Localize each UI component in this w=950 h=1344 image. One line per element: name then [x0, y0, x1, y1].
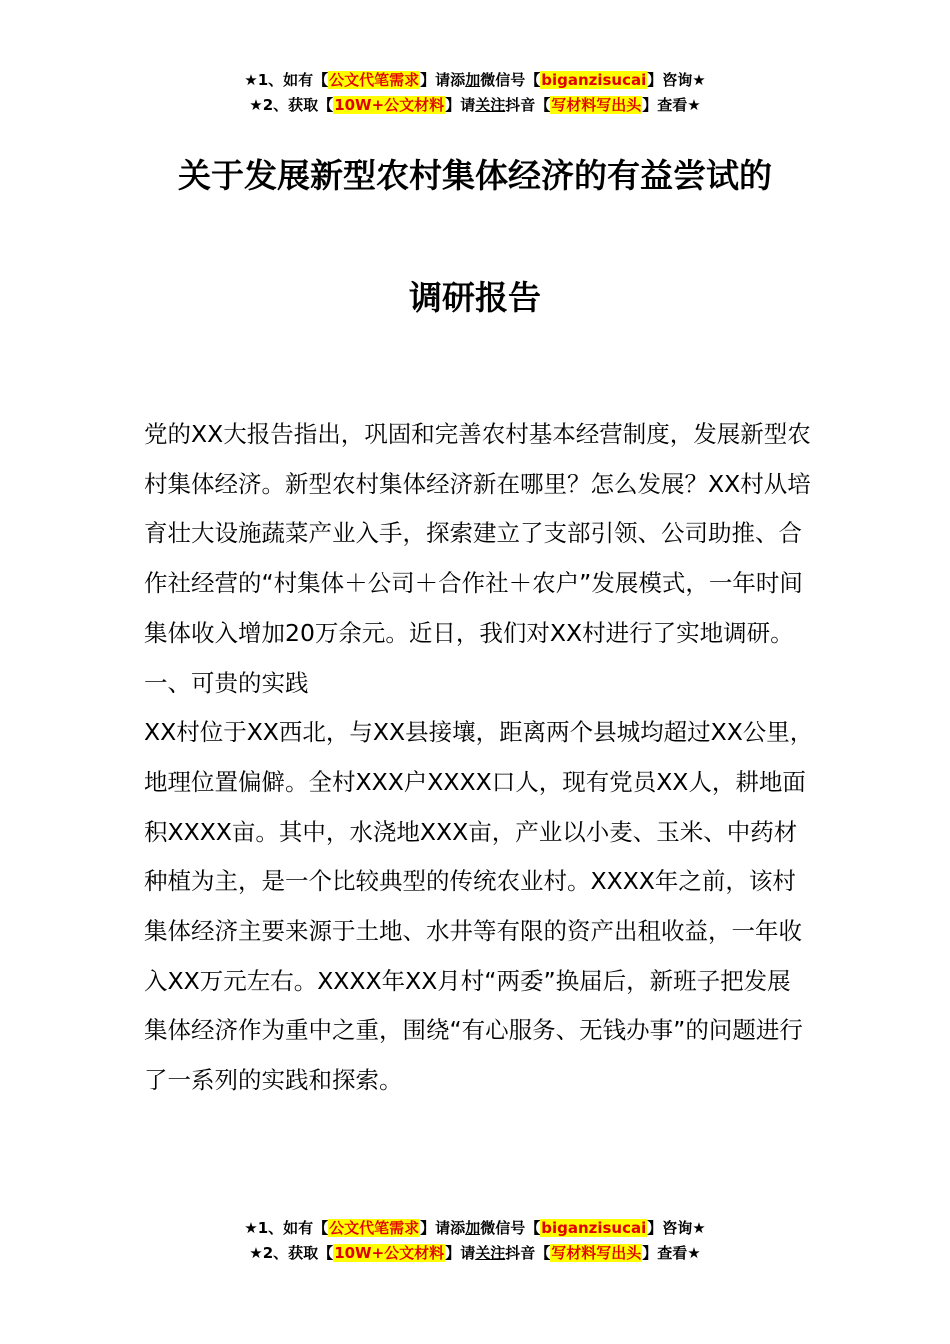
- banner-text: 】请添: [420, 71, 466, 89]
- footer-banner: [0, 1216, 950, 1266]
- banner-underline: 关注: [475, 1244, 506, 1262]
- banner-underline: 关注: [475, 96, 506, 114]
- banner-highlight: 公文代笔需求: [329, 71, 420, 89]
- banner-text: ★2、获取【: [249, 1244, 334, 1262]
- banner-highlight: 10W+公文材料: [334, 1244, 445, 1262]
- banner-highlight: 公文代笔需求: [329, 1219, 420, 1237]
- banner-text: 】咨询★: [647, 71, 706, 89]
- banner-underline: 加: [465, 71, 481, 89]
- banner-line-2: [0, 93, 950, 118]
- section-heading: 一、可贵的实践: [144, 668, 309, 697]
- banner-text: 抖音【: [505, 96, 551, 114]
- header-banner: [0, 68, 950, 118]
- banner-line-1: [0, 68, 950, 93]
- banner-highlight: 写材料写出头: [551, 1244, 642, 1262]
- banner-text: 】查看★: [642, 1244, 701, 1262]
- banner-text: 】请添: [420, 1219, 466, 1237]
- banner-text: 】咨询★: [647, 1219, 706, 1237]
- document-title-line-1: 关于发展新型农村集体经济的有益尝试的: [178, 156, 772, 195]
- paragraph-practice: XX村位于XX西北，与XX县接壤，距离两个县城均超过XX公里，地理位置偏僻。全村XXX户XXXX口人，现有党员XX人，耕地面积XXXX亩。其中，水浇地XXX亩，产业以小麦、玉米、中药材种植为主，是一个比较典型的传统农业村。XXXX年之前，该村集体经济主要来源于土地、水井等有限的资产出租收益，一年收入XX万元左右。XXXX年XX月村“两委”换届后，新班子把发展集体经济作为重中之重，围绕“有心服务、无钱办事”的问题进行了一系列的实践和探索。: [144, 718, 814, 1095]
- banner-line-1: [0, 1216, 950, 1241]
- banner-text: 抖音【: [505, 1244, 551, 1262]
- banner-underline: 加: [465, 1219, 481, 1237]
- banner-highlight: 10W+公文材料: [334, 96, 445, 114]
- banner-highlight: biganzisucai: [541, 1219, 647, 1237]
- banner-text: 微信号【: [480, 71, 541, 89]
- banner-text: 微信号【: [480, 1219, 541, 1237]
- banner-highlight: 写材料写出头: [551, 96, 642, 114]
- paragraph-intro: 党的XX大报告指出，巩固和完善农村基本经营制度，发展新型农村集体经济。新型农村集体经济新在哪里？怎么发展？XX村从培育壮大设施蔬菜产业入手，探索建立了支部引领、公司助推、合作社经营的“村集体＋公司＋合作社＋农户”发展模式，一年时间集体收入增加20万余元。近日，我们对XX村进行了实地调研。: [144, 420, 811, 647]
- banner-highlight: biganzisucai: [541, 71, 647, 89]
- document-body: [144, 410, 814, 1106]
- banner-text: 】请: [445, 96, 476, 114]
- banner-text: 】查看★: [642, 96, 701, 114]
- banner-text: 】请: [445, 1244, 476, 1262]
- banner-text: ★1、如有【: [244, 1219, 329, 1237]
- banner-line-2: [0, 1241, 950, 1266]
- banner-text: ★1、如有【: [244, 71, 329, 89]
- document-title-line-2: 调研报告: [409, 278, 541, 317]
- banner-text: ★2、获取【: [249, 96, 334, 114]
